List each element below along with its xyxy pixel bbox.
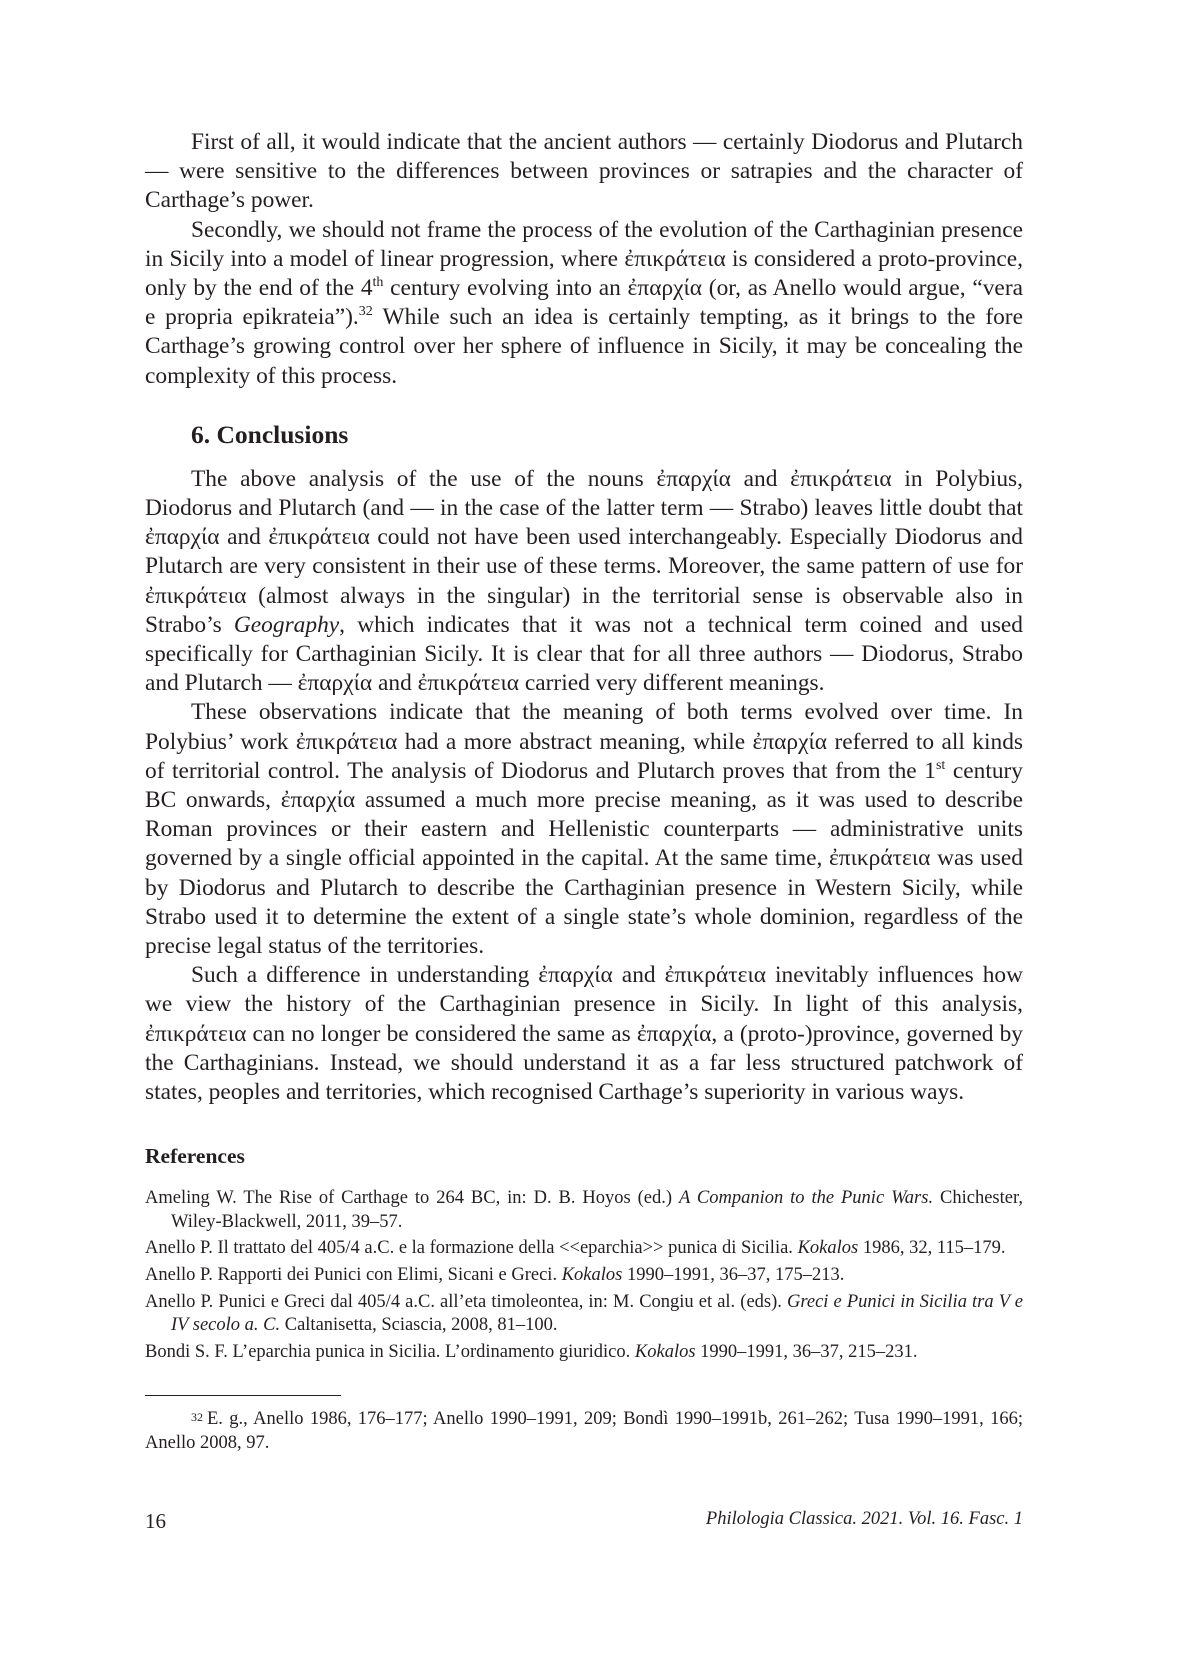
reference-title: A Companion to the Punic Wars. bbox=[678, 1188, 934, 1209]
reference-item bbox=[145, 1264, 1023, 1288]
conclusions-paragraph-2 bbox=[145, 698, 1023, 961]
footnote bbox=[145, 1408, 1023, 1455]
text-run: The above analysis of the use of the nouns ἐπαρχία and ἐπικράτεια in Polybius, Diodorus and Plutarch (and — in the case of the latter term — Strabo) leaves little doubt that ἐπαρχία and ἐπικράτεια could not have been used interchangeably. Especially Diodorus and Plutarch are very consistent in their use of these terms. Moreover, the same pattern of use for ἐπικράτεια (almost always in the singular) in the territorial sense is observable also in Strabo’s bbox=[145, 465, 1023, 638]
text-run: Bondi S. F. L’eparchia punica in Sicilia. L’ordinamento giuridico. bbox=[145, 1341, 635, 1362]
text-run: While such an idea is certainly tempting, as it brings to the fore Carthage’s growing control over her sphere of influence in Sicily, it may be concealing the complexity of this process. bbox=[145, 304, 1023, 389]
reference-item bbox=[145, 1237, 1023, 1261]
text-run: Caltanisetta, Sciascia, 2008, 81–100. bbox=[280, 1315, 558, 1336]
reference-item bbox=[145, 1187, 1023, 1234]
footnote-divider bbox=[145, 1395, 341, 1396]
body-paragraph: First of all, it would indicate that the ancient authors — certainly Diodorus and Plutarch — were sensitive to the differences between provinces or satrapies and the character of Carthage’s power. bbox=[145, 129, 1023, 214]
running-footer-journal: Philologia Classica. 2021. Vol. 16. Fasc. 1 bbox=[705, 1509, 1023, 1529]
references-heading: References bbox=[145, 1144, 245, 1169]
text-run: century BC onwards, ἐπαρχία assumed a much more precise meaning, as it was used to describe Roman provinces or their eastern and Hellenistic counterparts — administrative units governed by a single official appointed in the capital. At the same time, ἐπικράτεια was used by Diodorus and Plutarch to describe the Carthaginian presence in Western Sicily, while Strabo used it to determine the extent of a single state’s whole dominion, regardless of the precise legal status of the territories. bbox=[145, 757, 1023, 960]
text-run: Chichester, Wiley-Blackwell, 2011, 39–57. bbox=[171, 1188, 1024, 1232]
text-run: 1990–1991, 36–37, 175–213. bbox=[622, 1265, 845, 1286]
text-run: Ameling W. The Rise of Carthage to 264 BC, in: D. B. Hoyos (ed.) bbox=[145, 1188, 679, 1209]
references-list bbox=[145, 1187, 1023, 1364]
reference-title: Kokalos bbox=[561, 1265, 623, 1286]
footnote-reference[interactable]: 32 bbox=[358, 304, 373, 320]
section-heading: 6. Conclusions bbox=[191, 419, 349, 449]
conclusions-paragraph-1 bbox=[145, 465, 1023, 699]
text-run: Anello P. Rapporti dei Punici con Elimi, Sicani e Greci. bbox=[145, 1265, 562, 1286]
italic-title: Geography bbox=[233, 611, 340, 638]
reference-title: Kokalos bbox=[797, 1238, 859, 1259]
text-run: Anello P. Il trattato del 405/4 a.C. e la formazione della <<eparchia>> punica di Sicilia. bbox=[145, 1238, 798, 1259]
text-run: 1986, 32, 115–179. bbox=[858, 1238, 1006, 1259]
conclusions-paragraph-3: Such a difference in understanding ἐπαρχία and ἐπικράτεια inevitably influences how we view the history of the Carthaginian presence in Sicily. In light of this analysis, ἐπικράτεια can no longer be considered the same as ἐπαρχία, a (proto-)province, governed by the Carthaginians. Instead, we should understand it as a far less structured patchwork of states, peoples and territories, which recognised Carthage’s superiority in various ways. bbox=[145, 962, 1023, 1106]
footnote-text: E. g., Anello 1986, 176–177; Anello 1990–1991, 209; Bondì 1990–1991b, 261–262; Tusa 1990–1991, 166; Anello 2008, 97. bbox=[145, 1409, 1023, 1454]
text-run: Anello P. Punici e Greci dal 405/4 a.C. all’eta timoleontea, in: M. Congiu et al. (eds). bbox=[145, 1291, 787, 1312]
reference-title: Kokalos bbox=[634, 1341, 696, 1362]
reference-item bbox=[145, 1341, 1023, 1365]
text-run: century evolving into an ἐπαρχία (or, as Anello would argue, “vera e propria epikrateia”). bbox=[145, 275, 1023, 331]
text-run: Secondly, we should not frame the process of the evolution of the Carthaginian presence in Sicily into a model of linear progression, where ἐπικράτεια is considered a proto-province, only by the end of the 4 bbox=[145, 216, 1023, 302]
reference-item bbox=[145, 1291, 1023, 1338]
superscript: th bbox=[372, 275, 384, 291]
text-run: , which indicates that it was not a technical term coined and used specifically for Carthaginian Sicily. It is clear that for all three authors — Diodorus, Strabo and Plutarch — ἐπαρχία and ἐπικράτεια carried very different meanings. bbox=[145, 611, 1023, 697]
text-run: These observations indicate that the meaning of both terms evolved over time. In Polybius’ work ἐπικράτεια had a more abstract meaning, while ἐπαρχία referred to all kinds of territorial control. The analysis of Diodorus and Plutarch proves that from the 1 bbox=[145, 699, 1023, 784]
superscript: st bbox=[935, 758, 946, 774]
page-number: 16 bbox=[145, 1509, 166, 1533]
body-paragraph bbox=[145, 216, 1023, 391]
page-body bbox=[145, 128, 1023, 1456]
reference-title: Greci e Punici in Sicilia tra V e IV secolo a. C. bbox=[171, 1291, 1023, 1336]
text-run: 1990–1991, 36–37, 215–231. bbox=[695, 1341, 918, 1362]
footnote-mark: 32 bbox=[191, 1410, 203, 1425]
